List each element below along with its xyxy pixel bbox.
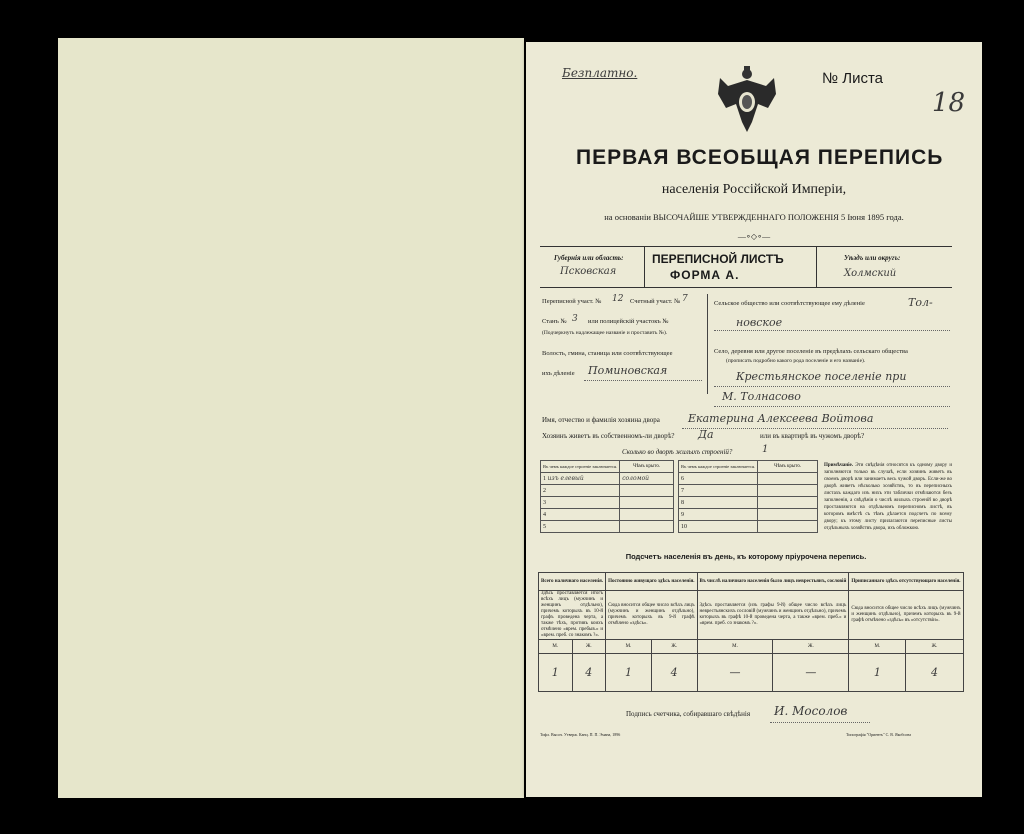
province-label: Губернія или область: [554,254,624,262]
society-label: Сельское общество или соотвѣтствующее ему дѣленіе [714,300,865,307]
subtitle: населенія Россійской Имперіи, [661,182,847,197]
free-label: Безплатно. [562,66,638,80]
coat-of-arms-icon [716,64,778,136]
sex-male-header: М. [606,640,652,654]
count-resident-female: 4 [651,654,697,692]
count-absent-female: 4 [906,654,963,692]
village-value-1: Крестьянское поселеніе при [736,370,907,383]
census-group-desc: Сюда вносится общее число всѣхъ лицъ (мужчинъ и женщинъ отдѣльно), причемъ которыхъ въ 9-й графѣ отмѣчено «здѣсь». [606,591,697,640]
sex-female-header: Ж. [572,640,606,654]
houses-row [679,509,818,521]
camp-label: Станъ № [542,318,567,325]
owner-value: Екатерина Алексеева Войтова [688,412,874,425]
signature-label: Подпись счетчика, собиравшаго свѣдѣнія [626,710,751,718]
houses-col-what: Въ чемъ каждое строеніе заключается. [541,461,620,473]
census-group-head: Въ числѣ наличнаго населенія было лицъ неврестьянъ, сословій [697,573,849,591]
census-group-desc: Сюда вносится общее число всѣхъ лицъ (мужчинъ и женщинъ отдѣльно), причемъ которыхъ въ 9-й графѣ отмѣчено «здѣсь» въ «отсутствіи». [849,591,963,640]
houses-row-number: 6 [679,473,758,485]
houses-row-number: 7 [679,485,758,497]
houses-row-number: 3 [541,497,620,509]
ornament-divider: —∘◇∘— [737,232,771,241]
count-total-male: 1 [539,654,573,692]
district-value: Холмский [844,268,897,279]
volost-label: Волость, гмина, станица или соотвѣтствующее [542,350,673,357]
village-label: Село, деревня или другое поселеніе въ предѣлахъ сельскаго общества [714,348,908,355]
count-nonpeasant-male: — [697,654,773,692]
houses-row-number: 9 [679,509,758,521]
count-resident-male: 1 [606,654,652,692]
sex-male-header: М. [539,640,573,654]
buildings-value: 1 [762,444,769,455]
sex-female-header: Ж. [651,640,697,654]
sex-male-header: М. [697,640,773,654]
printer-left: Тифл. Высоч. Утверж. Канц. П. П. Эмана, 1896 [540,732,621,737]
volost-underline [584,380,702,381]
main-title: ПЕРВАЯ ВСЕОБЩАЯ ПЕРЕПИСЬ [576,146,944,169]
village-note: (прописать подробно какого рода поселеніе и его названіе). [726,358,866,364]
buildings-label: Сколько во дворѣ жилыхъ строеній? [622,448,733,456]
houses-row [541,473,674,485]
signature-value: И. Мосолов [774,704,848,718]
lives-own-label: Хозяинъ живетъ въ собственномъ-ли дворѣ? [542,432,675,440]
census-group-head: Всего наличнаго населенія. [539,573,606,591]
form-title: ПЕРЕПИСНОЙ ЛИСТЪ [652,252,784,266]
camp-value: 3 [572,314,578,324]
count-absent-male: 1 [849,654,906,692]
district-label: Уѣздъ или округъ: [844,254,901,262]
census-group-head: Постоянно живущаго здѣсь населенія. [606,573,697,591]
census-table-title: Подсчетъ населенія въ день, къ которому пріурочена перепись. [625,552,867,561]
note-label: Примѣчаніе. [824,463,854,468]
census-section-value: 12 [612,294,624,304]
society-underline [714,330,950,331]
sex-female-header: Ж. [773,640,849,654]
houses-row [541,521,674,533]
note-block [824,462,952,532]
owner-underline [682,428,948,429]
census-group-desc: Здѣсь проставляется (изъ графы 9-й) общее число всѣхъ лицъ неврестьянскихъ сословій (мужчинъ и женщинъ отдѣльно), причемъ которыхъ въ графѣ 10-й проведена черта, а также «врем. преб.» и «врем. преб. со знакомъ ?». [697,591,849,640]
houses-table-right [678,460,818,533]
lives-other-label: или въ квартирѣ въ чужомъ дворѣ? [760,432,865,440]
houses-row [679,497,818,509]
houses-row-number: 5 [541,521,620,533]
houses-row [679,473,818,485]
police-note: (Подчеркнуть надлежащее названіе и проставить №). [542,330,668,336]
houses-row-number: 1 [543,476,546,482]
houses-row-number: 4 [541,509,620,521]
houses-row [541,509,674,521]
owner-label: Имя, отчество и фамилія хозяина двора [542,416,660,424]
houses-col-roof: Чѣмъ крыто. [620,461,674,473]
left-blank-page [58,38,524,798]
basis-line: на основаніи ВЫСОЧАЙШЕ УТВЕРЖДЕННАГО ПОЛОЖЕНІЯ 5 Іюня 1895 года. [604,212,904,222]
village-value-2: М. Толнасово [722,390,801,403]
form-header-divider-left [644,246,645,288]
houses-row-number: 2 [541,485,620,497]
sheet-number-value: 18 [932,88,966,118]
census-form-page [526,42,982,797]
houses-col-what-right: Въ чемъ каждое строеніе заключается. [679,461,758,473]
note-text: Эти свѣдѣнія относятся къ одному двору и заполняются только въ случаѣ, если хозяинъ живетъ въ своемъ дворѣ или занимаетъ весь чужой дворъ. Если-же во дворѣ живетъ нѣсколько хозяйствъ, то въ переписныхъ листахъ каждаго изъ нихъ эти таблички отмѣчаются безъ заполненія, а свѣдѣнія о числѣ жилыхъ строеній во дворѣ проставляются на отдѣльномъ переписномъ листѣ, въ которомъ вмѣстѣ съ тѣмъ дѣлается подсчетъ по всему двору; къ этому листу прилагаются переписные листы отдѣльныхъ хозяйствъ двора, ихъ обложкою. [824,463,952,531]
sex-female-header: Ж. [906,640,963,654]
counting-section-label: Счетный участ. № [630,298,681,305]
form-subtitle: ФОРМА А. [670,268,740,282]
census-count-table [538,572,964,692]
houses-table-left [540,460,674,533]
society-value-2: новское [736,316,783,329]
houses-row [541,485,674,497]
houses-col-roof-right: Чѣмъ крыто. [758,461,818,473]
society-value-1: Тол- [908,296,933,309]
volost-value: Поминовская [588,364,668,377]
count-nonpeasant-female: — [773,654,849,692]
sex-male-header: М. [849,640,906,654]
lives-own-value: Да [698,428,714,441]
village-underline-1 [714,386,950,387]
houses-row-roof: соломой [620,473,674,485]
village-underline-2 [714,406,950,407]
houses-row-number: 8 [679,497,758,509]
houses-row [541,497,674,509]
province-value: Псковская [560,266,617,277]
houses-row [679,521,818,533]
police-label: или полицейскій участокъ № [588,318,669,325]
census-group-desc: Здѣсь проставляется итогъ всѣхъ лицъ (мужчинъ и женщинъ отдѣльно), причемъ которыхъ въ 10-й графъ проведена черта, а также тѣхъ, противъ коихъ отмѣчено «врем. пребыв.» и «врем. преб. со знакомъ ?». [539,591,606,640]
census-group-head: Приписаннаго здѣсь отсутствующаго населенія. [849,573,963,591]
counting-section-value: 7 [682,294,688,304]
volost-label-2: ихъ дѣленіе [542,370,575,377]
column-divider [707,294,708,394]
signature-underline [770,722,870,723]
sheet-number-label: № Листа [822,70,884,87]
census-section-label: Переписной участ. № [542,298,602,305]
form-header-divider-right [816,246,817,288]
houses-row-what: изъ елевый [547,475,584,482]
houses-row-number: 10 [679,521,758,533]
houses-row [679,485,818,497]
count-total-female: 4 [572,654,606,692]
printer-right: Типографія "Ориентъ" С. В. Якобсона [846,732,912,737]
